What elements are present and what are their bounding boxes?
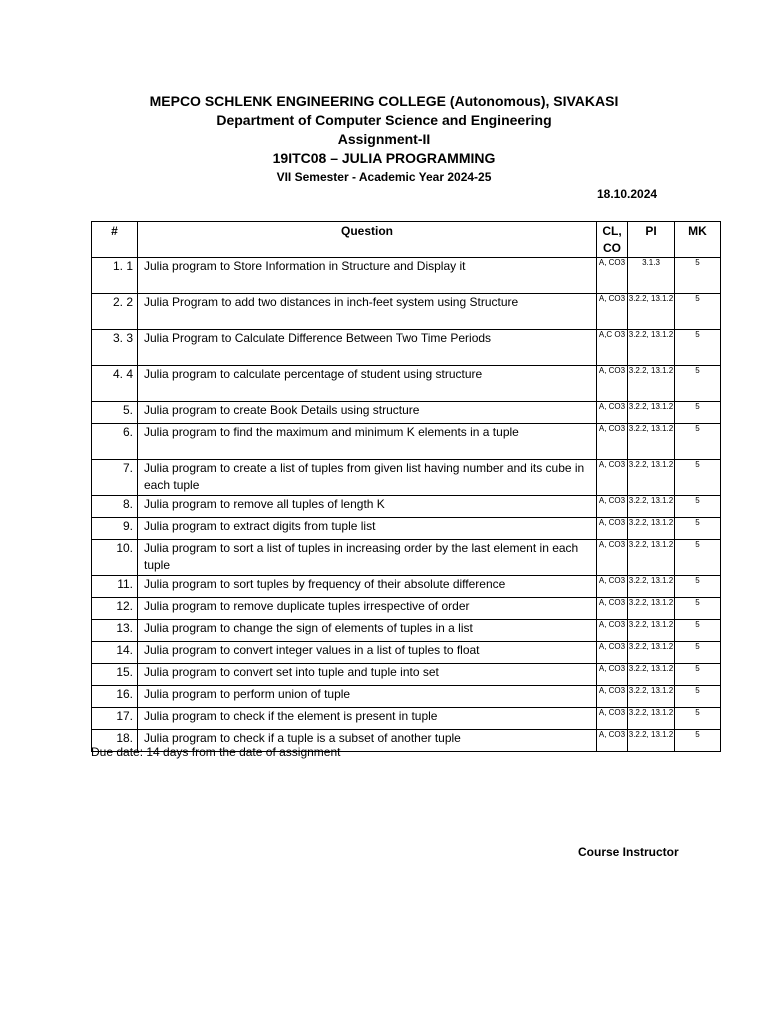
question-number: 5.	[92, 402, 138, 424]
marks-cell: 5	[675, 598, 721, 620]
cl-co-cell: A, CO3	[597, 258, 628, 294]
pi-cell: 3.2.2, 13.1.2	[628, 518, 675, 540]
question-text: Julia program to sort a list of tuples in increasing order by the last element in each tuple	[138, 540, 597, 576]
table-row	[92, 460, 721, 496]
table-row	[92, 642, 721, 664]
table-row	[92, 576, 721, 598]
questions-table	[91, 221, 721, 752]
cl-co-cell: A, CO3	[597, 496, 628, 518]
marks-cell: 5	[675, 540, 721, 576]
pi-cell: 3.2.2, 13.1.2	[628, 294, 675, 330]
cl-co-cell: A, CO3	[597, 664, 628, 686]
table-row	[92, 330, 721, 366]
question-number: 15.	[92, 664, 138, 686]
question-number: 17.	[92, 708, 138, 730]
pi-cell: 3.2.2, 13.1.2	[628, 620, 675, 642]
assignment-date: 18.10.2024	[597, 187, 658, 201]
table-row	[92, 686, 721, 708]
question-text: Julia program to create Book Details using structure	[138, 402, 597, 424]
question-text: Julia program to convert integer values in a list of tuples to float	[138, 642, 597, 664]
question-number: 18.	[92, 730, 138, 752]
question-text: Julia program to check if the element is present in tuple	[138, 708, 597, 730]
question-text: Julia program to calculate percentage of student using structure	[138, 366, 597, 402]
pi-cell: 3.2.2, 13.1.2	[628, 540, 675, 576]
marks-cell: 5	[675, 294, 721, 330]
question-text: Julia program to sort tuples by frequency of their absolute difference	[138, 576, 597, 598]
cl-co-cell: A, CO3	[597, 708, 628, 730]
cl-co-cell: A, CO3	[597, 686, 628, 708]
cl-co-cell: A, CO3	[597, 402, 628, 424]
pi-cell: 3.2.2, 13.1.2	[628, 366, 675, 402]
question-text: Julia program to find the maximum and minimum K elements in a tuple	[138, 424, 597, 460]
cl-co-cell: A, CO3	[597, 424, 628, 460]
pi-cell: 3.2.2, 13.1.2	[628, 496, 675, 518]
marks-cell: 5	[675, 366, 721, 402]
college-name: MEPCO SCHLENK ENGINEERING COLLEGE (Autonomous), SIVAKASI	[149, 93, 619, 109]
question-text: Julia program to change the sign of elements of tuples in a list	[138, 620, 597, 642]
cl-co-cell: A, CO3	[597, 294, 628, 330]
pi-cell: 3.1.3	[628, 258, 675, 294]
department-name: Department of Computer Science and Engineering	[216, 112, 552, 128]
marks-cell: 5	[675, 642, 721, 664]
question-number: 11.	[92, 576, 138, 598]
semester-line: VII Semester - Academic Year 2024-25	[276, 170, 492, 184]
cl-co-cell: A,C O3	[597, 330, 628, 366]
col-header-cl-co: CL, CO	[597, 222, 628, 258]
cl-co-cell: A, CO3	[597, 518, 628, 540]
question-number: 9.	[92, 518, 138, 540]
marks-cell: 5	[675, 686, 721, 708]
table-row	[92, 518, 721, 540]
col-header-pi: PI	[628, 222, 675, 258]
course-title: 19ITC08 – JULIA PROGRAMMING	[272, 150, 496, 166]
question-text: Julia program to create a list of tuples from given list having number and its cube in each tuple	[138, 460, 597, 496]
marks-cell: 5	[675, 518, 721, 540]
cl-co-cell: A, CO3	[597, 576, 628, 598]
pi-cell: 3.2.2, 13.1.2	[628, 686, 675, 708]
marks-cell: 5	[675, 424, 721, 460]
pi-cell: 3.2.2, 13.1.2	[628, 330, 675, 366]
col-header-question: Question	[138, 222, 597, 258]
question-number: 13.	[92, 620, 138, 642]
cl-co-cell: A, CO3	[597, 598, 628, 620]
pi-cell: 3.2.2, 13.1.2	[628, 424, 675, 460]
question-number: 7.	[92, 460, 138, 496]
question-number: 6.	[92, 424, 138, 460]
col-header-number: #	[92, 222, 138, 258]
question-number: 3. 3	[92, 330, 138, 366]
question-number: 1. 1	[92, 258, 138, 294]
table-row	[92, 496, 721, 518]
col-header-mk: MK	[675, 222, 721, 258]
marks-cell: 5	[675, 496, 721, 518]
question-number: 4. 4	[92, 366, 138, 402]
question-text: Julia program to remove duplicate tuples irrespective of order	[138, 598, 597, 620]
marks-cell: 5	[675, 730, 721, 752]
course-instructor-signature: Course Instructor	[578, 845, 679, 859]
question-number: 2. 2	[92, 294, 138, 330]
marks-cell: 5	[675, 460, 721, 496]
question-text: Julia program to Store Information in Structure and Display it	[138, 258, 597, 294]
pi-cell: 3.2.2, 13.1.2	[628, 402, 675, 424]
question-text: Julia program to check if a tuple is a subset of another tuple	[138, 730, 597, 752]
marks-cell: 5	[675, 402, 721, 424]
question-number: 8.	[92, 496, 138, 518]
due-date: Due date: 14 days from the date of assignment	[91, 745, 341, 759]
table-row	[92, 598, 721, 620]
cl-co-cell: A, CO3	[597, 620, 628, 642]
assignment-title: Assignment-II	[337, 131, 431, 147]
cl-co-cell: A, CO3	[597, 642, 628, 664]
question-text: Julia program to perform union of tuple	[138, 686, 597, 708]
question-text: Julia program to extract digits from tuple list	[138, 518, 597, 540]
table-row	[92, 664, 721, 686]
marks-cell: 5	[675, 708, 721, 730]
marks-cell: 5	[675, 330, 721, 366]
pi-cell: 3.2.2, 13.1.2	[628, 730, 675, 752]
table-row	[92, 708, 721, 730]
cl-co-cell: A, CO3	[597, 366, 628, 402]
pi-cell: 3.2.2, 13.1.2	[628, 642, 675, 664]
question-text: Julia program to convert set into tuple and tuple into set	[138, 664, 597, 686]
question-number: 16.	[92, 686, 138, 708]
question-number: 14.	[92, 642, 138, 664]
cl-co-cell: A, CO3	[597, 540, 628, 576]
marks-cell: 5	[675, 664, 721, 686]
pi-cell: 3.2.2, 13.1.2	[628, 664, 675, 686]
table-row	[92, 366, 721, 402]
marks-cell: 5	[675, 620, 721, 642]
table-row	[92, 258, 721, 294]
table-row	[92, 402, 721, 424]
marks-cell: 5	[675, 576, 721, 598]
marks-cell: 5	[675, 258, 721, 294]
pi-cell: 3.2.2, 13.1.2	[628, 460, 675, 496]
question-number: 10.	[92, 540, 138, 576]
table-row	[92, 540, 721, 576]
table-row	[92, 620, 721, 642]
question-text: Julia Program to Calculate Difference Between Two Time Periods	[138, 330, 597, 366]
cl-co-cell: A, CO3	[597, 730, 628, 752]
pi-cell: 3.2.2, 13.1.2	[628, 708, 675, 730]
table-row	[92, 424, 721, 460]
cl-co-cell: A, CO3	[597, 460, 628, 496]
table-row	[92, 294, 721, 330]
table-header-row	[92, 222, 721, 258]
question-text: Julia program to remove all tuples of length K	[138, 496, 597, 518]
question-text: Julia Program to add two distances in inch-feet system using Structure	[138, 294, 597, 330]
pi-cell: 3.2.2, 13.1.2	[628, 576, 675, 598]
pi-cell: 3.2.2, 13.1.2	[628, 598, 675, 620]
question-number: 12.	[92, 598, 138, 620]
